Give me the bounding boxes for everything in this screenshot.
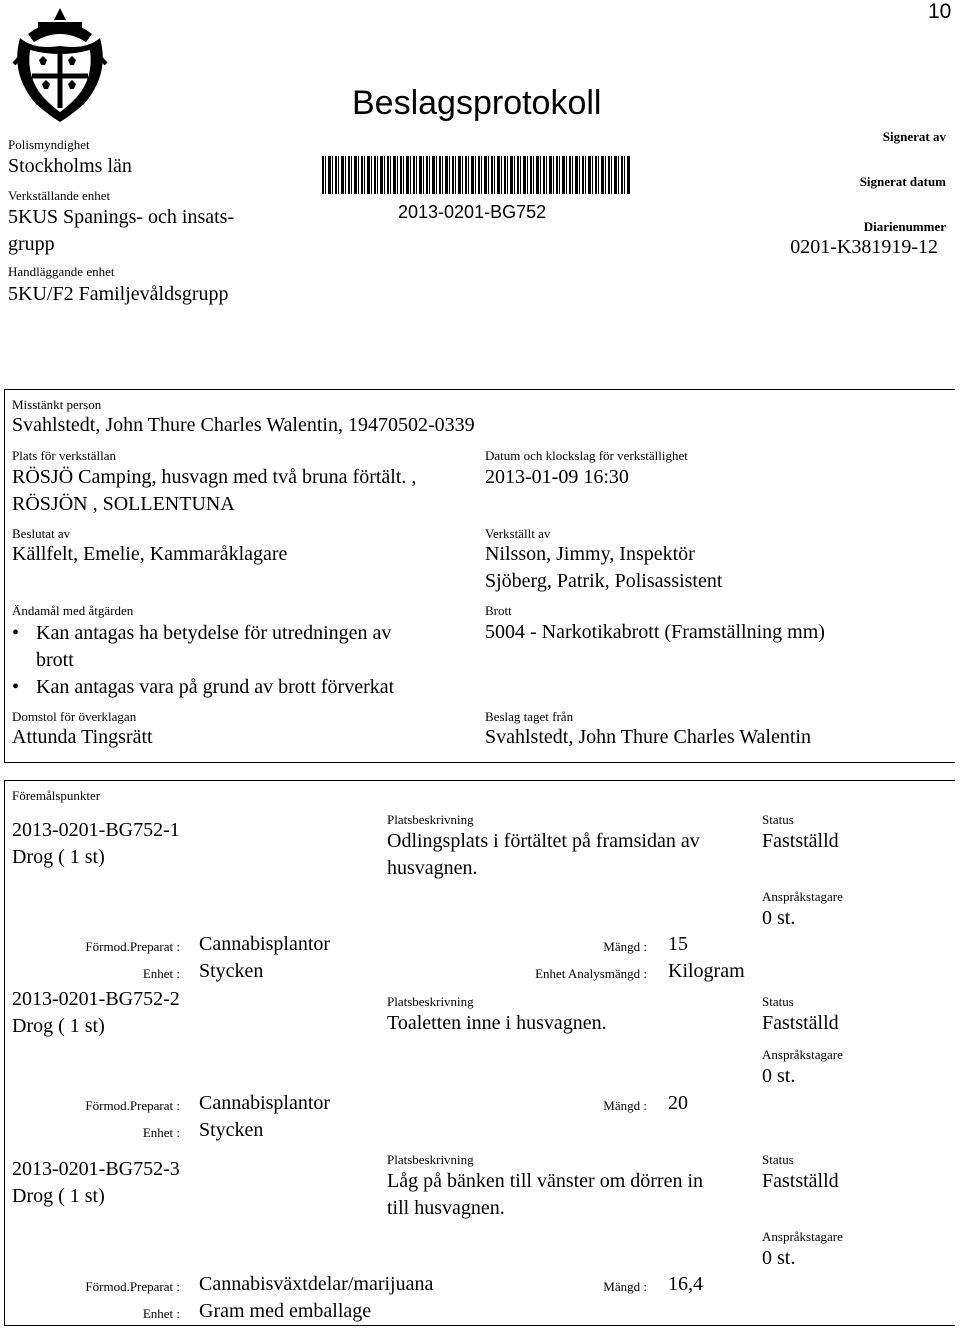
- decided-by-label: Beslutat av: [12, 526, 71, 541]
- signed-date-label: Signerat datum: [859, 174, 946, 189]
- handling-unit-label: Handläggande enhet: [8, 264, 115, 279]
- crime-label: Brott: [485, 603, 512, 618]
- handling-unit-value: 5KU/F2 Familjevåldsgrupp: [8, 283, 229, 305]
- item-3-preparation-label: Förmod.Preparat :: [85, 1279, 180, 1294]
- executed-by-line2: Sjöberg, Patrik, Polisassistent: [485, 570, 723, 592]
- item-2-unit-value: Stycken: [199, 1119, 264, 1141]
- crime-value: 5004 - Narkotikabrott (Framställning mm): [485, 621, 825, 643]
- main-box-left-border: [4, 389, 5, 763]
- item-2-claimant-value: 0 st.: [762, 1065, 796, 1087]
- barcode: [322, 156, 630, 194]
- court-value: Attunda Tingsrätt: [12, 726, 153, 748]
- item-1-amount-value: 15: [668, 933, 688, 955]
- item-2-amount-label: Mängd :: [603, 1098, 647, 1113]
- decided-by-value: Källfelt, Emelie, Kammaråklagare: [12, 543, 288, 565]
- items-box-left-border: [4, 780, 5, 1326]
- place-line2: RÖSJÖN , SOLLENTUNA: [12, 493, 235, 515]
- page-number: 10: [928, 0, 952, 23]
- item-1-unit-value: Stycken: [199, 960, 264, 982]
- authority-value: Stockholms län: [8, 155, 132, 177]
- item-1-status-value: Fastställd: [762, 830, 839, 852]
- purpose-item-1-line2: brott: [36, 649, 74, 671]
- reference-number: 2013-0201-BG752: [398, 202, 547, 222]
- item-3-claimant-value: 0 st.: [762, 1247, 796, 1269]
- item-2-place-line1: Toaletten inne i husvagnen.: [387, 1012, 607, 1034]
- items-box-top-border: [4, 780, 955, 781]
- item-3-preparation-value: Cannabisväxtdelar/marijuana: [199, 1273, 434, 1295]
- place-line1: RÖSJÖ Camping, husvagn med två bruna förtält. ,: [12, 466, 417, 488]
- purpose-list: [12, 620, 394, 701]
- item-1-claimant-label: Anspråkstagare: [762, 889, 843, 904]
- purpose-label: Ändamål med åtgärden: [12, 603, 134, 618]
- item-1-id: 2013-0201-BG752-1: [12, 819, 180, 841]
- item-3-amount-value: 16,4: [668, 1273, 703, 1295]
- item-1-status-label: Status: [762, 812, 794, 827]
- diary-number-value: 0201-K381919-12: [790, 236, 938, 258]
- item-3-unit-label: Enhet :: [142, 1306, 180, 1321]
- item-2-place-label: Platsbeskrivning: [387, 994, 474, 1009]
- executing-unit-line2: grupp: [8, 233, 55, 255]
- item-1-analysis-unit-value: Kilogram: [668, 960, 745, 982]
- executing-unit-line1: 5KUS Spanings- och insats-: [8, 206, 235, 228]
- item-3-status-value: Fastställd: [762, 1170, 839, 1192]
- item-2-amount-value: 20: [668, 1092, 688, 1114]
- item-2-status-value: Fastställd: [762, 1012, 839, 1034]
- datetime-label: Datum och klockslag för verkställighet: [485, 448, 688, 463]
- place-label: Plats för verkställan: [12, 448, 116, 463]
- item-1-analysis-unit-label: Enhet Analysmängd :: [535, 966, 647, 981]
- item-1-amount-label: Mängd :: [603, 939, 647, 954]
- purpose-item-1-line1: Kan antagas ha betydelse för utredningen av: [36, 622, 392, 644]
- datetime-value: 2013-01-09 16:30: [485, 466, 629, 488]
- item-1-place-label: Platsbeskrivning: [387, 812, 474, 827]
- signed-by-label: Signerat av: [882, 129, 946, 144]
- item-3-place-line2: till husvagnen.: [387, 1197, 505, 1219]
- page-title: Beslagsprotokoll: [352, 84, 602, 122]
- item-2-id: 2013-0201-BG752-2: [12, 988, 180, 1010]
- item-2-status-label: Status: [762, 994, 794, 1009]
- purpose-item-1: [12, 620, 394, 674]
- item-3-claimant-label: Anspråkstagare: [762, 1229, 843, 1244]
- police-crest-logo: [6, 4, 114, 126]
- item-3-id: 2013-0201-BG752-3: [12, 1158, 180, 1180]
- item-2-type: Drog ( 1 st): [12, 1015, 105, 1037]
- item-3-place-line1: Låg på bänken till vänster om dörren in: [387, 1170, 704, 1192]
- purpose-item-2-text: Kan antagas vara på grund av brott förverkat: [36, 676, 395, 698]
- item-3-place-label: Platsbeskrivning: [387, 1152, 474, 1167]
- main-box-top-border: [4, 389, 955, 390]
- item-2-claimant-label: Anspråkstagare: [762, 1047, 843, 1062]
- item-3-type: Drog ( 1 st): [12, 1185, 105, 1207]
- seized-from-label: Beslag taget från: [485, 709, 574, 724]
- court-label: Domstol för överklagan: [12, 709, 137, 724]
- items-box-bottom-border: [4, 1325, 955, 1326]
- item-2-preparation-value: Cannabisplantor: [199, 1092, 331, 1114]
- seized-from-value: Svahlstedt, John Thure Charles Walentin: [485, 726, 811, 748]
- item-1-preparation-label: Förmod.Preparat :: [85, 939, 180, 954]
- item-1-claimant-value: 0 st.: [762, 907, 796, 929]
- authority-label: Polismyndighet: [8, 137, 90, 152]
- item-1-type: Drog ( 1 st): [12, 846, 105, 868]
- item-3-unit-value: Gram med emballage: [199, 1300, 372, 1322]
- item-2-unit-label: Enhet :: [142, 1125, 180, 1140]
- item-1-unit-label: Enhet :: [142, 966, 180, 981]
- executing-unit-label: Verkställande enhet: [8, 188, 111, 203]
- item-2-preparation-label: Förmod.Preparat :: [85, 1098, 180, 1113]
- item-1-place-line2: husvagnen.: [387, 857, 478, 879]
- item-1-preparation-value: Cannabisplantor: [199, 933, 331, 955]
- suspect-value: Svahlstedt, John Thure Charles Walentin, 19470502-0339: [12, 414, 475, 436]
- executed-by-label: Verkställt av: [485, 526, 551, 541]
- item-3-status-label: Status: [762, 1152, 794, 1167]
- main-box-bottom-border: [4, 762, 955, 763]
- purpose-item-2: [12, 674, 394, 701]
- items-label: Föremålspunkter: [12, 788, 101, 803]
- item-3-amount-label: Mängd :: [603, 1279, 647, 1294]
- suspect-label: Misstänkt person: [12, 397, 102, 412]
- diary-number-label: Diarienummer: [863, 219, 946, 234]
- executed-by-line1: Nilsson, Jimmy, Inspektör: [485, 543, 695, 565]
- item-1-place-line1: Odlingsplats i förtältet på framsidan av: [387, 830, 700, 852]
